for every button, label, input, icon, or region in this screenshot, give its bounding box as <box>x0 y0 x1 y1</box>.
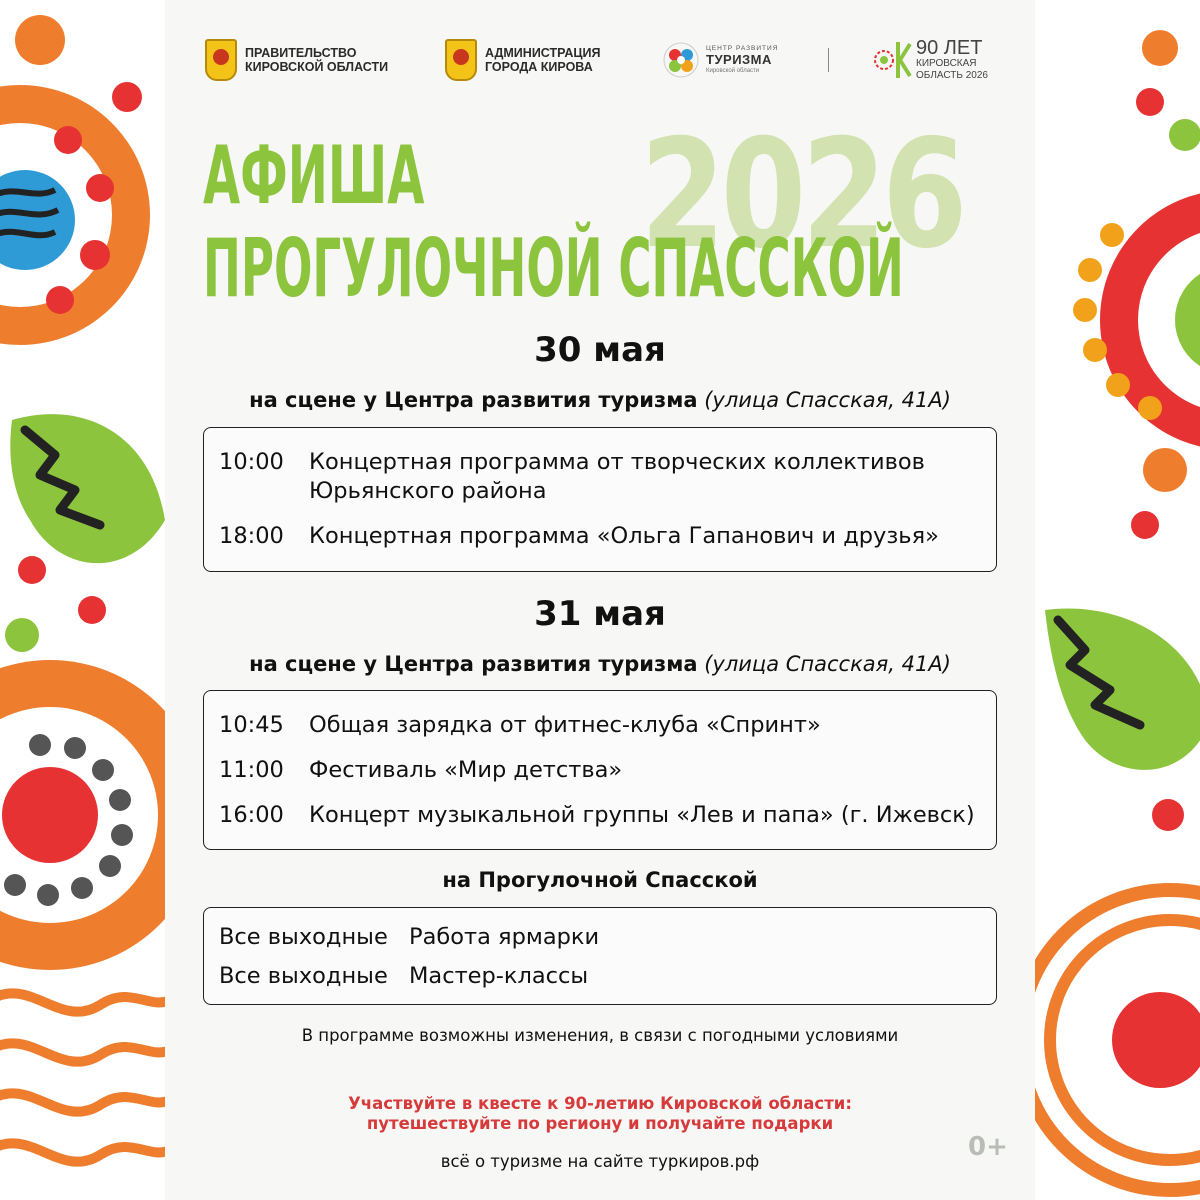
event-when: Все выходные <box>219 963 388 989</box>
left-green-leaf <box>10 414 165 563</box>
dot-orange <box>1143 448 1187 492</box>
anniversary-sub-label: КИРОВСКАЯ ОБЛАСТЬ 2026 <box>916 58 988 81</box>
quest-line-1: Участвуйте в квесте к 90-летию Кировской области: <box>348 1094 852 1113</box>
kirov-region-government-logo <box>205 30 388 90</box>
day-2-schedule-box <box>203 690 997 850</box>
dot-orange <box>15 15 65 65</box>
day-2-date: 31 мая <box>534 594 666 634</box>
event-time: 10:00 <box>219 449 284 475</box>
anniversary-90-logo-icon <box>872 38 912 82</box>
weather-change-note: В программе возможны изменения, в связи с погодными условиями <box>301 1026 899 1045</box>
dot-orange <box>1142 30 1178 66</box>
weekend-venue-name: на Прогулочной Спасской <box>442 868 758 892</box>
right-top-red-ornament <box>1073 190 1200 450</box>
event-time: 18:00 <box>219 523 284 549</box>
logo-separator <box>828 48 829 72</box>
event-when: Все выходные <box>219 924 388 950</box>
event-time: 16:00 <box>219 802 284 828</box>
event-description: Работа ярмарки <box>409 924 600 950</box>
year-watermark: 2026 <box>640 108 963 282</box>
anniversary-years-label: 90 ЛЕТ <box>916 37 983 59</box>
day-1-venue-address: (улица Спасская, 41А) <box>704 388 951 412</box>
age-rating-badge: 0+ <box>968 1132 1008 1162</box>
dot-red <box>112 82 142 112</box>
weekend-venue <box>165 868 1035 892</box>
weekend-schedule-box <box>203 907 997 1005</box>
event-description: Фестиваль «Мир детства» <box>309 757 623 783</box>
dot-red <box>18 556 46 584</box>
left-bottom-waves <box>0 993 170 1161</box>
tourism-center-big-label: ТУРИЗМА <box>706 52 772 67</box>
tourism-center-logo-icon <box>662 41 700 79</box>
tourism-center-logo <box>662 30 778 90</box>
event-time: 11:00 <box>219 757 284 783</box>
poster-title-line-2: ПРОГУЛОЧНОЙ СПАССКОЙ <box>203 222 904 315</box>
event-description: Общая зарядка от фитнес-клуба «Спринт» <box>309 712 821 738</box>
event-description: Концерт музыкальной группы «Лев и папа» (г. Ижевск) <box>309 802 975 828</box>
day-1-venue <box>165 388 1035 412</box>
poster-title-line-1: АФИША <box>203 129 425 222</box>
event-description: Концертная программа «Ольга Гапанович и друзья» <box>309 523 939 549</box>
dot-green <box>5 618 39 652</box>
day-2-venue-address: (улица Спасская, 41А) <box>704 652 951 676</box>
header-logos <box>200 30 1000 90</box>
city-administration-label: АДМИНИСТРАЦИЯ ГОРОДА КИРОВА <box>485 46 601 74</box>
kirov-region-crest-icon <box>205 39 237 81</box>
kirov-city-administration-logo <box>445 30 601 90</box>
event-description-line-2: Юрьянского района <box>309 478 547 504</box>
dot-red <box>1136 88 1164 116</box>
day-2-venue <box>165 652 1035 676</box>
day-1-venue-name: на сцене у Центра развития туризма <box>249 388 698 412</box>
right-bottom-orange-ornament <box>1020 890 1200 1190</box>
dot-green <box>1169 119 1200 151</box>
quest-line-2: путешествуйте по региону и получайте подарки <box>366 1114 834 1133</box>
event-description: Мастер-классы <box>409 963 589 989</box>
region-government-label: ПРАВИТЕЛЬСТВО КИРОВСКОЙ ОБЛАСТИ <box>245 46 389 74</box>
dot-red <box>1131 511 1159 539</box>
event-description: Концертная программа от творческих коллективов <box>309 449 925 475</box>
anniversary-90-logo <box>872 30 988 90</box>
left-top-orange-ornament <box>0 85 150 345</box>
dot-red <box>1152 799 1184 831</box>
day-1-schedule-box <box>203 427 997 572</box>
tourism-center-sub-label: Кировской области <box>706 68 760 74</box>
kirov-city-crest-icon <box>445 39 477 81</box>
tourism-site-line: всё о туризме на сайте туркиров.рф <box>440 1152 760 1171</box>
right-green-leaf <box>1045 608 1200 769</box>
event-time: 10:45 <box>219 712 284 738</box>
day-2-venue-name: на сцене у Центра развития туризма <box>249 652 698 676</box>
tourism-center-small-label: ЦЕНТР РАЗВИТИЯ <box>706 45 779 52</box>
day-1-date: 30 мая <box>534 330 666 370</box>
dot-red <box>78 596 106 624</box>
